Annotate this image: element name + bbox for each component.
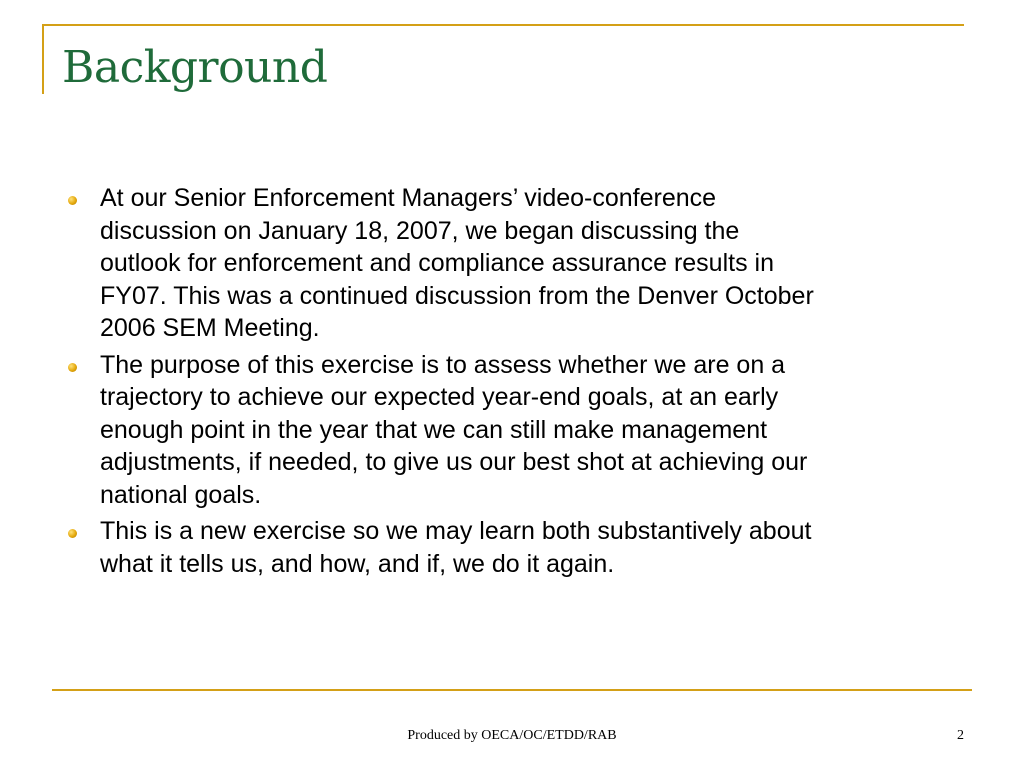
bullet-item	[60, 182, 972, 345]
frame-top-line	[42, 24, 964, 26]
slide-title: Background	[62, 42, 328, 93]
bullet-list	[60, 182, 972, 584]
bullet-item	[60, 349, 972, 512]
frame-left-line	[42, 24, 44, 94]
footer-credit: Produced by OECA/OC/ETDD/RAB	[407, 728, 617, 743]
bullet-item	[60, 515, 972, 580]
frame-bottom-line	[52, 689, 972, 691]
bullet-text: The purpose of this exercise is to assess whether we are on a trajectory to achieve our expected year-end goals, at an early enough point in the year that we can still make management adjustments, if needed, to give us our best shot at achieving our national goals.	[100, 350, 808, 509]
bullet-dot-icon	[68, 363, 77, 372]
page-number: 2	[957, 728, 964, 743]
bullet-text: At our Senior Enforcement Managers’ video-conference discussion on January 18, 2007, we began discussing the outlook for enforcement and compliance assurance results in FY07. This was a continued discussion from the Denver October 2006 SEM Meeting.	[100, 184, 814, 342]
bullet-dot-icon	[68, 529, 77, 538]
bullet-dot-icon	[68, 196, 77, 205]
bullet-text: This is a new exercise so we may learn both substantively about what it tells us, and how, and if, we do it again.	[100, 517, 812, 578]
